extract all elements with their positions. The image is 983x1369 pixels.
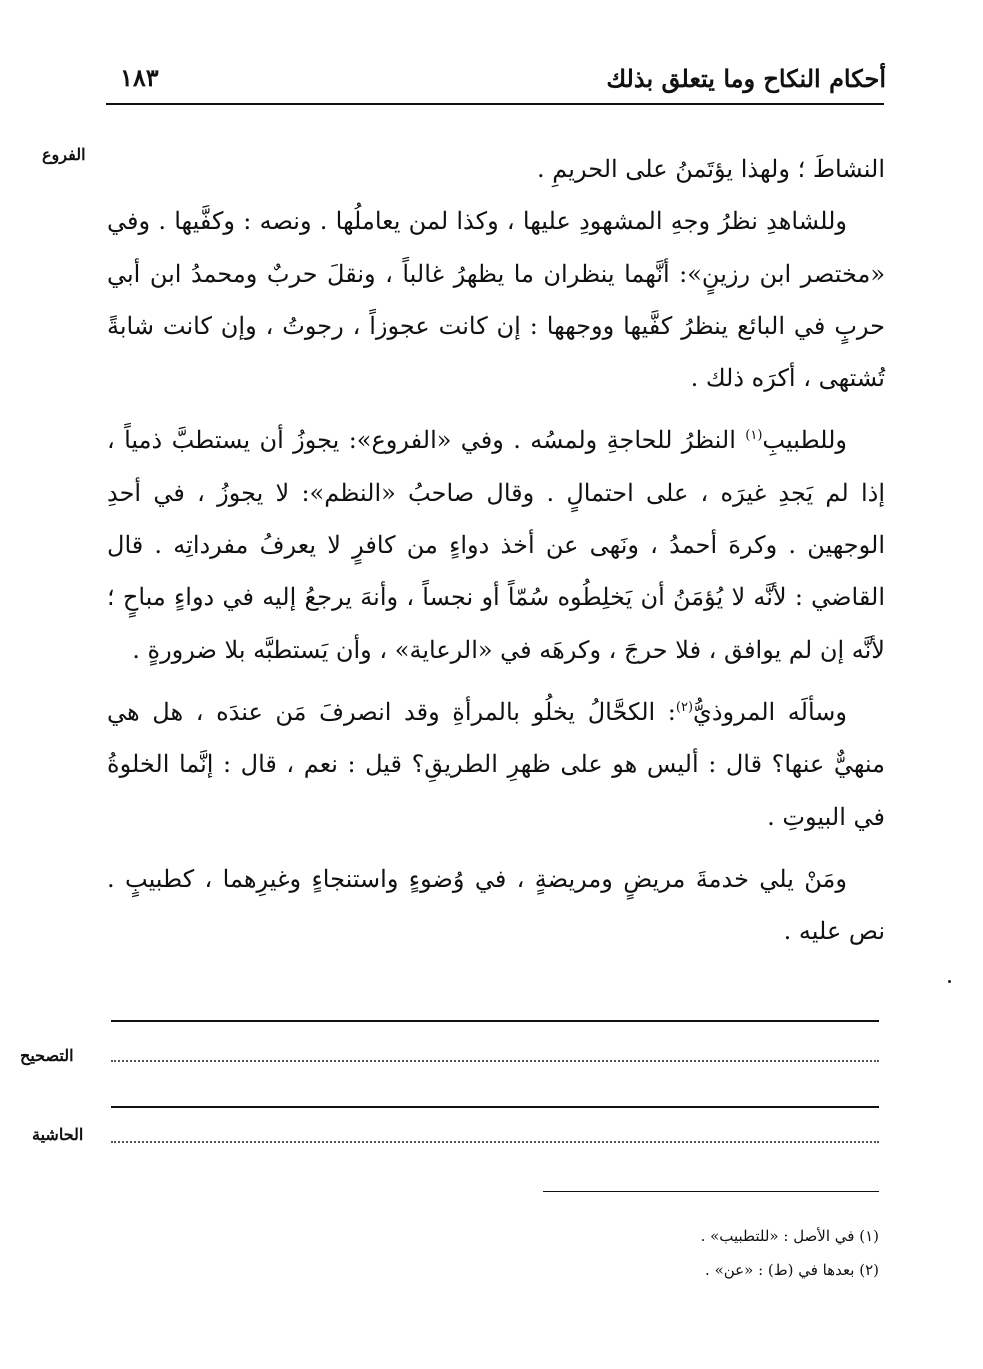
- tashih-dotted-line: [111, 1060, 879, 1062]
- hashiya-top-rule: [111, 1106, 879, 1108]
- margin-label-furu: الفروع: [42, 145, 86, 164]
- footnote-1: (١) في الأصل : «للتطبيب» .: [700, 1227, 879, 1245]
- paragraph-1: النشاطَ ؛ ولهذا يؤتَمنُ على الحريمِ .: [537, 155, 885, 183]
- paragraph-4-rest: : الكحَّالُ يخلُو بالمرأةِ وقد انصرفَ مَن عندَه ، هل هي منهيٌّ عنها؟ قال : أليس هو على ظهرِ الطريقِ؟ قيل : نعم ، قال : إنَّما الخلوةُ في البيوتِ .: [107, 697, 885, 831]
- footnote-ref-1: (١): [745, 428, 763, 444]
- paragraph-2: وللشاهدِ نظرُ وجهِ المشهودِ عليها ، وكذا لمن يعاملُها . ونصه : وكفَّيها . وفي «مختصر ابن رزينٍ»: أنَّهما ينظران ما يظهرُ غالباً ، ونقلَ حربٌ ومحمدُ ابن أبي حربٍ في البائع ينظرُ كفَّيها ووجهها : إن كانت عجوزاً ، رجوتُ ، وإن كانت شابةً تُشتهى ، أكرَه ذلك .: [107, 207, 885, 393]
- paragraph-5: ومَنْ يلي خدمةَ مريضٍ ومريضةٍ ، في وُضوءٍ واستنجاءٍ وغيرِهما ، كطبيبٍ . نص عليه .: [107, 864, 885, 946]
- paragraph-4: [107, 686, 885, 843]
- footnote-divider: [543, 1191, 879, 1192]
- running-header-title: أحكام النكاح وما يتعلق بذلك: [606, 64, 886, 93]
- paragraph-3-start: وللطبيبِ: [762, 426, 847, 455]
- hashiya-dotted-line: [111, 1141, 879, 1143]
- header-divider: [106, 103, 884, 105]
- paragraph-3: [107, 414, 885, 675]
- paragraph-4-start: وسألَه المروذيُّ: [693, 697, 847, 726]
- footnote-ref-2: (٢): [675, 699, 694, 715]
- paragraph-3-rest: النظرُ للحاجةِ ولمسُه . وفي «الفروع»: يجوزُ أن يستطبَّ ذمياً ، إذا لم يَجدِ غيرَه ، على احتمالٍ . وقال صاحبُ «النظم»: لا يجوزُ ، في أحدِ الوجهين . وكرهَ أحمدُ ، ونَهى عن أخذ دواءٍ من كافرٍ لا يعرفُ مفرداتِه . قال القاضي : لأنَّه لا يُؤمَنُ أن يَخلِطُوه سُمّاً أو نجساً ، وأنهَ يرجعُ إليه في دواءٍ مباحٍ ؛ لأنَّه إن لم يوافق ، فلا حرجَ ، وكرهَه في «الرعاية» ، وأن يَستطبَّه بلا ضرورةٍ .: [107, 426, 885, 664]
- scan-speck: [948, 980, 951, 983]
- margin-label-hashiya: الحاشية: [32, 1125, 84, 1144]
- page-number: ١٨٣: [120, 63, 159, 92]
- margin-label-tashih: التصحيح: [20, 1046, 74, 1065]
- main-text: [107, 143, 885, 957]
- footnotes: [379, 1219, 879, 1287]
- footnote-2: (٢) بعدها في (ط) : «عن» .: [705, 1261, 879, 1279]
- tashih-top-rule: [111, 1020, 879, 1022]
